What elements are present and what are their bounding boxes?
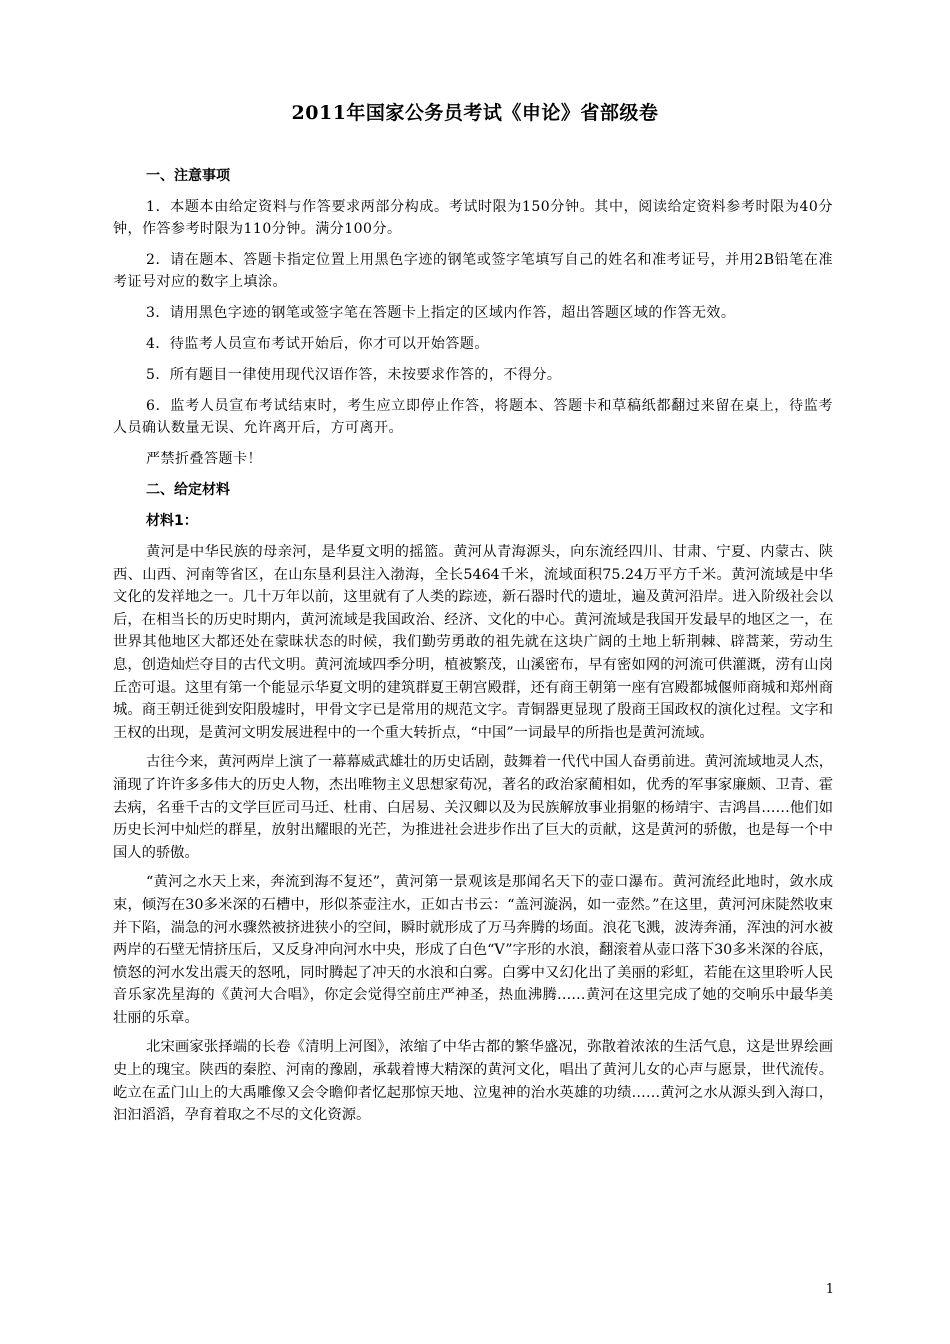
material-label: 材料1： [146, 513, 198, 529]
notice-item: 1．本题本由给定资料与作答要求两部分构成。考试时限为150分钟。其中，阅读给定资料参考时限为40分钟，作答参考时限为110分钟。满分100分。 [113, 199, 833, 237]
notice-warning: 严禁折叠答题卡！ [146, 451, 262, 467]
material-paragraph: 古往今来，黄河两岸上演了一幕幕威武雄壮的历史话剧，鼓舞着一代代中国人奋勇前进。黄河流域地灵人杰，涌现了许许多多伟大的历史人物，杰出唯物主义思想家荀况，著名的政治家蔺相如，优秀的军事家廉颇、卫青、霍去病，名垂千古的文学巨匠司马迁、杜甫、白居易、关汉卿以及为民族解放事业捐躯的杨靖宇、吉鸿昌……他们如历史长河中灿烂的群星，放射出耀眼的光芒，为推进社会进步作出了巨大的贡献，这是黄河的骄傲，也是每一个中国人的骄傲。 [113, 754, 833, 861]
notice-item: 5．所有题目一律使用现代汉语作答，未按要求作答的，不得分。 [146, 367, 562, 383]
notice-item: 3．请用黑色字迹的钢笔或签字笔在答题卡上指定的区域内作答，超出答题区域的作答无效。 [146, 305, 736, 321]
notice-item: 6．监考人员宣布考试结束时，考生应立即停止作答，将题本、答题卡和草稿纸都翻过来留在桌上，待监考人员确认数量无误、允许离开后，方可离开。 [113, 398, 833, 436]
page-title: 2011年国家公务员考试《申论》省部级卷 [291, 102, 659, 124]
notice-item: 4．待监考人员宣布考试开始后，你才可以开始答题。 [146, 336, 489, 352]
material-paragraph: “黄河之水天上来，奔流到海不复还”，黄河第一景观该是那闻名天下的壶口瀑布。黄河流经此地时，敛水成束，倾泻在30多米深的石槽中，形似茶壶注水，正如古书云：“盖河漩涡，如一壶然。”在这里，黄河河床陡然收束并下陷，湍急的河水骤然被挤进狭小的空间，瞬时就形成了万马奔腾的场面。浪花飞溅，波涛奔涌，浑浊的河水被两岸的石壁无情挤压后，又反身冲向河水中央，形成了白色“V”字形的水浪，翻滚着从壶口落下30多米深的谷底，愤怒的河水发出震天的怒吼，同时腾起了冲天的水浪和白雾。白雾中又幻化出了美丽的彩虹，若能在这里聆听人民音乐家冼星海的《黄河大合唱》，你定会觉得空前庄严神圣，热血沸腾……黄河在这里完成了她的交响乐中最华美壮丽的乐章。 [113, 874, 833, 1026]
material-paragraph: 北宋画家张择端的长卷《清明上河图》，浓缩了中华古都的繁华盛况，弥散着浓浓的生活气息，这是世界绘画史上的瑰宝。陕西的秦腔、河南的豫剧，承载着博大精深的黄河文化，唱出了黄河儿女的心声与愿景，世代流传。屹立在孟门山上的大禹雕像又会令瞻仰者忆起那惊天地、泣鬼神的治水英雄的功绩……黄河之水从源头到入海口，汩汩滔滔，孕育着取之不尽的文化资源。 [113, 1039, 833, 1124]
section-heading-notices: 一、注意事项 [146, 168, 230, 184]
page-number: 1 [825, 1282, 834, 1297]
material-paragraph: 黄河是中华民族的母亲河，是华夏文明的摇篮。黄河从青海源头，向东流经四川、甘肃、宁夏、内蒙古、陕西、山西、河南等省区，在山东垦利县注入渤海，全长5464千米，流域面积75.24万平方千米。黄河流域是中华文化的发祥地之一。几十万年以前，这里就有了人类的踪迹，新石器时代的遗址，遍及黄河沿岸。进入阶级社会以后，在相当长的历史时期内，黄河流域是我国政治、经济、文化的中心。黄河流域是我国开发最早的地区之一，在世界其他地区大都还处在蒙昧状态的时候，我们勤劳勇敢的祖先就在这块广阔的土地上斩荆棘、辟蒿莱，劳动生息，创造灿烂夺目的古代文明。黄河流域四季分明，植被繁茂，山溪密布，早有密如网的河流可供灌溉，涝有山岗丘峦可退。这里有第一个能显示华夏文明的建筑群夏王朝宫殿群，还有商王朝第一座有宫殿都城偃师商城和郑州商城。商王朝迁徙到安阳殷墟时，甲骨文字已是常用的规范文字。青铜器更显现了殷商王国政权的演化过程。文字和王权的出现，是黄河文明发展进程中的一个重大转折点，“中国”一词最早的所指也是黄河流域。 [113, 544, 833, 741]
document-body [113, 165, 833, 1134]
section-heading-materials: 二、给定材料 [146, 482, 230, 498]
notice-item: 2．请在题本、答题卡指定位置上用黑色字迹的钢笔或签字笔填写自己的姓名和准考证号，并用2B铅笔在准考证号对应的数字上填涂。 [113, 252, 833, 290]
